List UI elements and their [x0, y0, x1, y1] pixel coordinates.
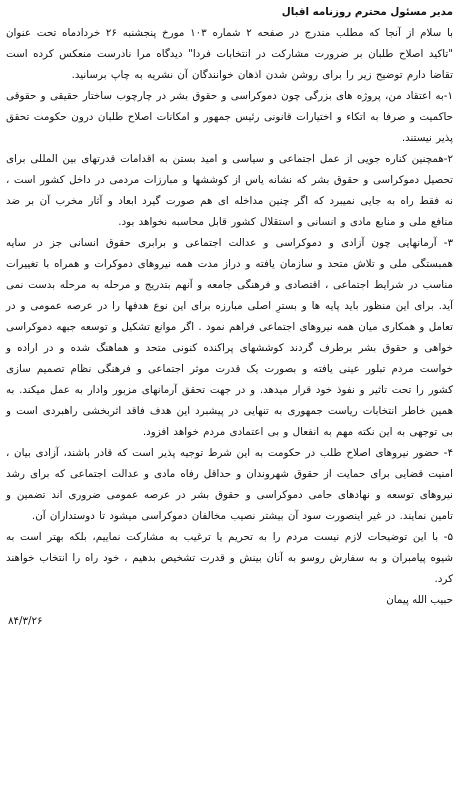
intro-paragraph: با سلام از آنجا که مطلب مندرج در صفحه ۲ شماره ۱۰۳ مورخ پنجشنبه ۲۶ خردادماه تحت عنوان "تاکید اصلاح طلبان بر ضرورت مشارکت در انتخابات فردا" دیدگاه مرا نادرست منعکس کرده است تقاضا دارم توضیح زیر را برای روشن شدن اذهان خوانندگان آن نشریه به چاپ برسانید.: [6, 27, 453, 81]
point-4-paragraph: ۴- حضور نیروهای اصلاح طلب در حکومت به این شرط توجیه پذیر است که قادر باشند، آزادی بیان ، امنیت قضایی برای حمایت از حقوق شهروندان و حداقل رفاه مادی و عدالت اجتماعی که برای رشد نیروهای توسعه و نهادهای حامی دموکراسی و حقوق بشر در عرصه عمومی ضروری اند تضمین و تامین نمایند. در غیر اینصورت سود آن بیشتر نصیب مخالفان دموکراسی میشود تا دوستداران آن.: [6, 447, 453, 522]
letter-date: ۸۴/۳/۲۶: [8, 615, 43, 627]
letter-heading: مدیر مسئول محترم روزنامه اقبال: [281, 6, 453, 18]
author-signature: حبیب الله پیمان: [386, 594, 453, 606]
point-2-paragraph: ۲-همچنین کناره جویی از عمل اجتماعی و سیاسی و امید بستن به اقدامات قدرتهای بین المللی برای تحصیل دموکراسی و حقوق بشر که نشانه یاس از کوششها و مبارزات مردمی در داخل کشور است ، نه فقط راه به جایی نمیبرد که اگر چنین مداخله ای هم صورت گیرد ابعاد و آثار مخرب آن بر ضد منافع ملی و منابع مادی و انسانی و استقلال کشور قابل محاسبه نخواهد بود.: [6, 153, 453, 228]
point-5-paragraph: ۵- با این توضیحات لازم نیست مردم را به تحریم یا ترغیب به مشارکت نماییم، بلکه بهتر است به شیوه پیامبران و به سفارش روسو به آنان بینش و قدرت تشخیص بدهیم ، خود راه را انتخاب خواهند کرد.: [6, 531, 453, 585]
point-1-paragraph: ۱-به اعتقاد من، پروژه های بزرگی چون دموکراسی و حقوق بشر در چارچوب ساختار حقیقی و حقوقی حاکمیت و صرفا به اتکاء و اختیارات قانونی رئیس جمهور و امکانات اصلاح طلبان درون حکومت تحقق پذیر نیستند.: [6, 90, 453, 144]
point-3-paragraph: ۳- آرمانهایی چون آزادی و دموکراسی و عدالت اجتماعی و برابری حقوق انسانی جز در سایه همبستگی ملی و تلاش متحد و سازمان یافته و دراز مدت همه نیروهای دموکرات و همراه با تغییرات مناسب در شرایط اجتماعی ، اقتصادی و فرهنگی جامعه و آنهم بتدریج و مرحله به مرحله بدست نمی آید. برای این منظور باید پایه ها و بسترِ اصلی مبارزه برای این نوع هدفها را در عرصه عمومی و در تعامل و همکاری میان همه نیروهای اجتماعی فراهم نمود . اگر موانع تشکیل و توسعه جبهه دموکراسی خواهی و حقوق بشر برطرف گردند کوششهای پراکنده کنونی متحد و هماهنگ شده و در اراده و خواست مردم تبلور عینی یافته و بصورت یک قدرت موثر اجتماعی و فرهنگی نظام تصمیم سازی کشور را تحت تاثیر و نفوذ خود قرار میدهد. و در جهت تحقق آرمانهای مزبور وادار به عمل میکند. به همین خاطر انتخابات ریاست جمهوری به تنهایی در پیشبرد این هدف فاقد اثربخشی راهبردی است و بی توجهی به این نکته مهم به انفعال و بی اعتمادی مردم خواهد افزود.: [6, 237, 453, 438]
